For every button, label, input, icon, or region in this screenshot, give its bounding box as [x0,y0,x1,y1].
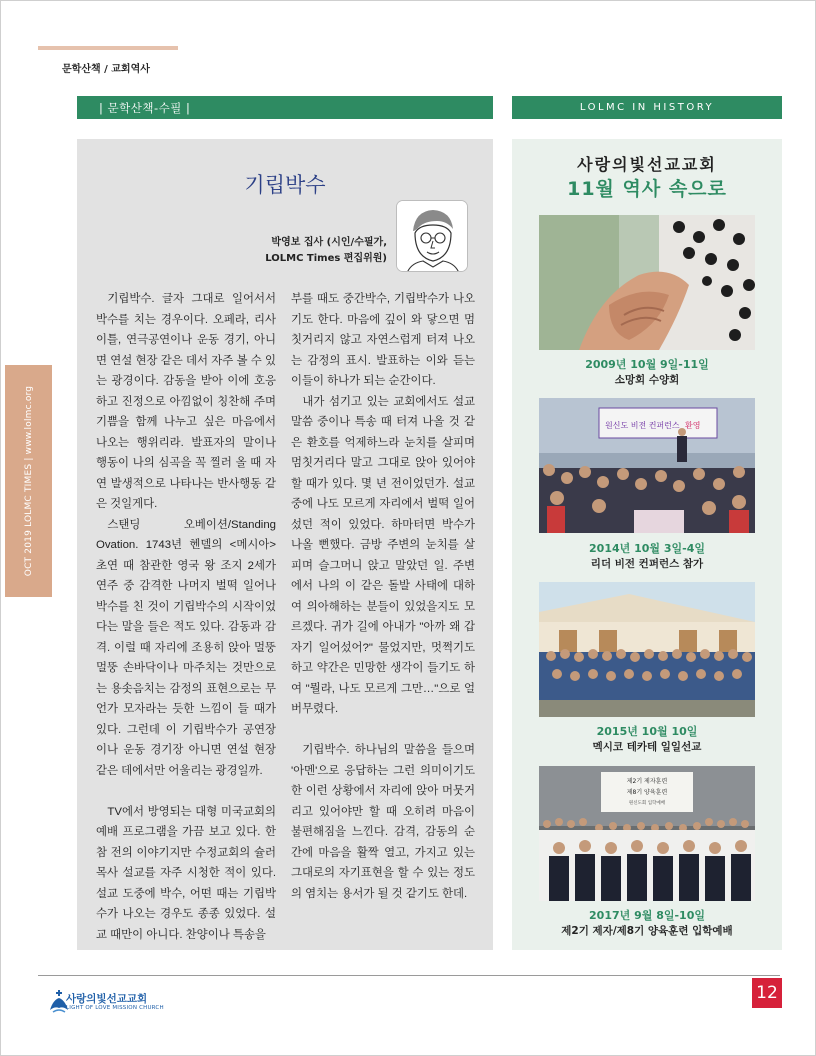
event-date: 2009년 10월 9일-11일 [585,358,709,371]
history-title-month: 11월 역사 속으로 [567,178,727,200]
sign-line-1: 제2기 제자훈련 [626,778,668,785]
essay-paragraph: TV에서 방영되는 대형 미국교회의 예배 프로그램을 가끔 보고 있다. 한참 전의 이야기지만 수정교회의 슐러 목사 설교를 자주 시청한 적이 있다. 설교 도중에 박수, 어떤 때는 기립박수가 나오는 경우도 종종 있었다. 설교 때만이 아니다. 찬양이나 특송을 [96,805,276,941]
footer-rule [38,975,780,976]
event-name: 멕시코 테카테 일일선교 [592,741,702,753]
history-banner: LOLMC IN HISTORY [512,96,782,119]
author-byline [265,235,387,267]
sign-line-3: 원신도회 입학예배 [628,801,666,806]
essay-column-2 [291,289,475,904]
church-english-name: LIGHT OF LOVE MISSION CHURCH [66,1005,164,1011]
photo-mission [539,582,755,717]
event-name: 제2기 제자/제8기 양육훈련 입학예배 [561,925,733,937]
photo-retreat [539,215,755,350]
event-date: 2017년 9월 8일-10일 [589,909,705,922]
header-accent-bar [38,46,178,50]
section-label: 문학산책 / 교회역사 [62,64,150,75]
paragraph-gap [291,720,475,741]
essay-paragraph: 기립박수. 글자 그대로 일어서서 박수를 치는 경우이다. 오페라, 리사이틀, 연극공연이나 운동 경기, 아니면 연설 현장 같은 데서 자주 볼 수 있는 광경이다. 감동을 받아 이에 호응하고 진정으로 아낌없이 칭찬해 주며 기쁨을 함께 나누고 싶은 마음에서 나오는 행위리라. 발표자의 말이나 행동이 나의 심곡을 꼭 찔러 올 때 자연 발생적으로 나타나는 반사행동 같은 것일게다. [96,293,276,510]
page-number: 12 [752,978,782,1008]
event-name: 리더 비전 컨퍼런스 참가 [590,558,704,570]
photo-training [539,766,755,901]
photo-banner-text: 원신도 비전 컨퍼런스 [605,421,680,430]
essay-panel [77,139,493,950]
essay-column-1 [96,289,276,945]
essay-paragraph: 내가 섬기고 있는 교회에서도 설교 말씀 중이나 특송 때 터져 나올 것 같은 환호를 억제하느라 눈치를 살피며 멈칫거리다 말고 그대로 앉아 있어야 할 때가 있다. 몇 년 전이었던가. 설교 중에 나도 모르게 자리에서 벌떡 일어섰던 적이 있었다. 하마터면 박수가 나올 뻔했다. 금방 주변의 눈치를 살피며 슬그머니 앉고 말았던 일. 주변에서 나의 이 같은 돌발 사태에 대하여 의아해하는 분들이 있었을지도 모르겠다. 귀가 길에 아내가 "아까 왜 갑자기 일어섰어?" 물었지만, 멋쩍기도 하고 약간은 민망한 생각이 들기도 하여 "뭘라, 나도 모르게 그만…"으로 얼버무렸다. [291,395,475,715]
author-line-1: 박영보 집사 (시인/수필가, [271,237,387,248]
essay-banner: | 문학산책-수필 | [77,96,493,119]
essay-title: 기립박수 [244,173,326,197]
event-date: 2014년 10월 3일-4일 [589,542,705,555]
side-tab-text: OCT 2019 LOLMC TIMES | www.lolmc.org [23,385,34,577]
event-date: 2015년 10월 10일 [596,725,698,738]
paragraph-gap [96,781,276,802]
author-line-2: LOLMC Times 편집위원) [265,253,387,264]
essay-paragraph: 부를 때도 중간박수, 기립박수가 나오기도 한다. 마음에 깊이 와 닿으면 멈칫거리지 않고 자연스럽게 터져 나오는 감정의 표시. 발표하는 이와 듣는 이들이 하나가 되는 순간이다. [291,293,475,387]
event-name: 소망회 수양회 [614,374,680,386]
author-portrait [396,200,468,272]
essay-paragraph: 기립박수. 하나님의 말씀을 들으며 '아멘'으로 응답하는 그런 의미이기도 한 이런 상황에서 자리에 앉아 머뭇거리고 있어야만 할 때 오히려 마음이 불편해짐을 느낀다. 감격, 감동의 순간에 마음을 활짝 열고, 가지고 있는 그대로의 자기표현을 할 수 있는 정도의 염치는 용서가 될 것 같기도 한데. [291,744,475,900]
church-name: 사랑의빛선교교회 [66,993,148,1005]
photo-banner-side: 환영 [685,421,701,430]
history-panel [512,139,782,950]
history-title-church: 사랑의빛선교교회 [577,155,717,174]
sign-line-2: 제8기 양육훈련 [626,789,668,796]
photo-conference [539,398,755,533]
side-tab [5,365,52,597]
essay-paragraph: 스탠딩 오베이션/Standing Ovation. 1743년 헨델의 <메시아> 초연 때 참관한 영국 왕 조지 2세가 연주 중 감격한 나머지 벌떡 일어나 박수를 친 것이 기립박수의 시작이었다는 말을 들은 적도 있다. 감동과 감격. 이럴 때 자리에 조용히 앉아 멀뚱멀뚱 손바닥이나 마주치는 것만으로는 용솟음치는 감정의 표현으로는 무언가 모자라는 듯한 느낌이 들 때가 있다. 그런데 이 기립박수가 공연장이나 운동 경기장 아니면 연설 현장 같은 데에서만 어울리는 광경일까. [96,518,276,777]
